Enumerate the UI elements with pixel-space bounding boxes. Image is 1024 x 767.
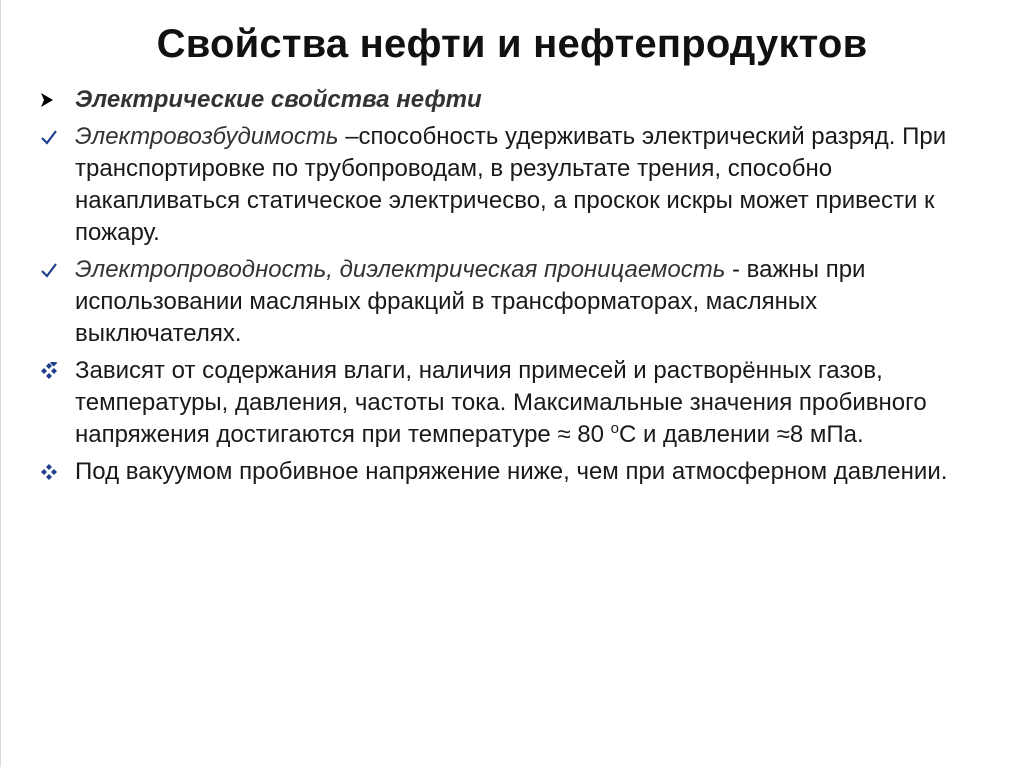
item-text: Под вакуумом пробивное напряжение ниже, чем при атмосферном давлении. [75, 458, 948, 485]
checkmark-bullet-icon [40, 254, 66, 286]
list-item [40, 121, 980, 249]
section-heading: Электрические свойства нефти [75, 86, 482, 113]
degree-superscript: о [610, 420, 619, 437]
term-electroexcitability: Электровозбудимость [75, 123, 339, 150]
item-text: С и давлении ≈8 мПа. [618, 421, 864, 448]
item-text: –способность удерживать электрический разряд. При транспортировке по трубопроводам, в результате трения, способно накапливаться статическое электричесво, а проскок искры может привести к пожару. [75, 123, 947, 246]
diamond-bullet-icon [40, 456, 66, 488]
term-conductivity: Электропроводность, диэлектрическая проницаемость [75, 256, 726, 283]
item-text: Зависят от содержания влаги, наличия примесей и растворённых газов, температуры, давления, частоты тока. Максимальные значения пробивного напряжения достигаются при температуре ≈ 80 [75, 357, 927, 448]
item-text: - важны при использовании масляных фракций в трансформаторах, масляных выключателях. [75, 256, 866, 347]
list-item [40, 355, 980, 451]
bullet-list [40, 84, 980, 488]
diamond-bullet-icon [40, 355, 66, 387]
list-item-heading [40, 84, 980, 116]
checkmark-bullet-icon [40, 121, 66, 153]
list-item [40, 254, 980, 350]
slide-title: Свойства нефти и нефтепродуктов [156, 22, 868, 66]
list-item [40, 456, 980, 488]
arrow-bullet-icon [40, 84, 66, 116]
slide-left-border [0, 0, 1, 767]
